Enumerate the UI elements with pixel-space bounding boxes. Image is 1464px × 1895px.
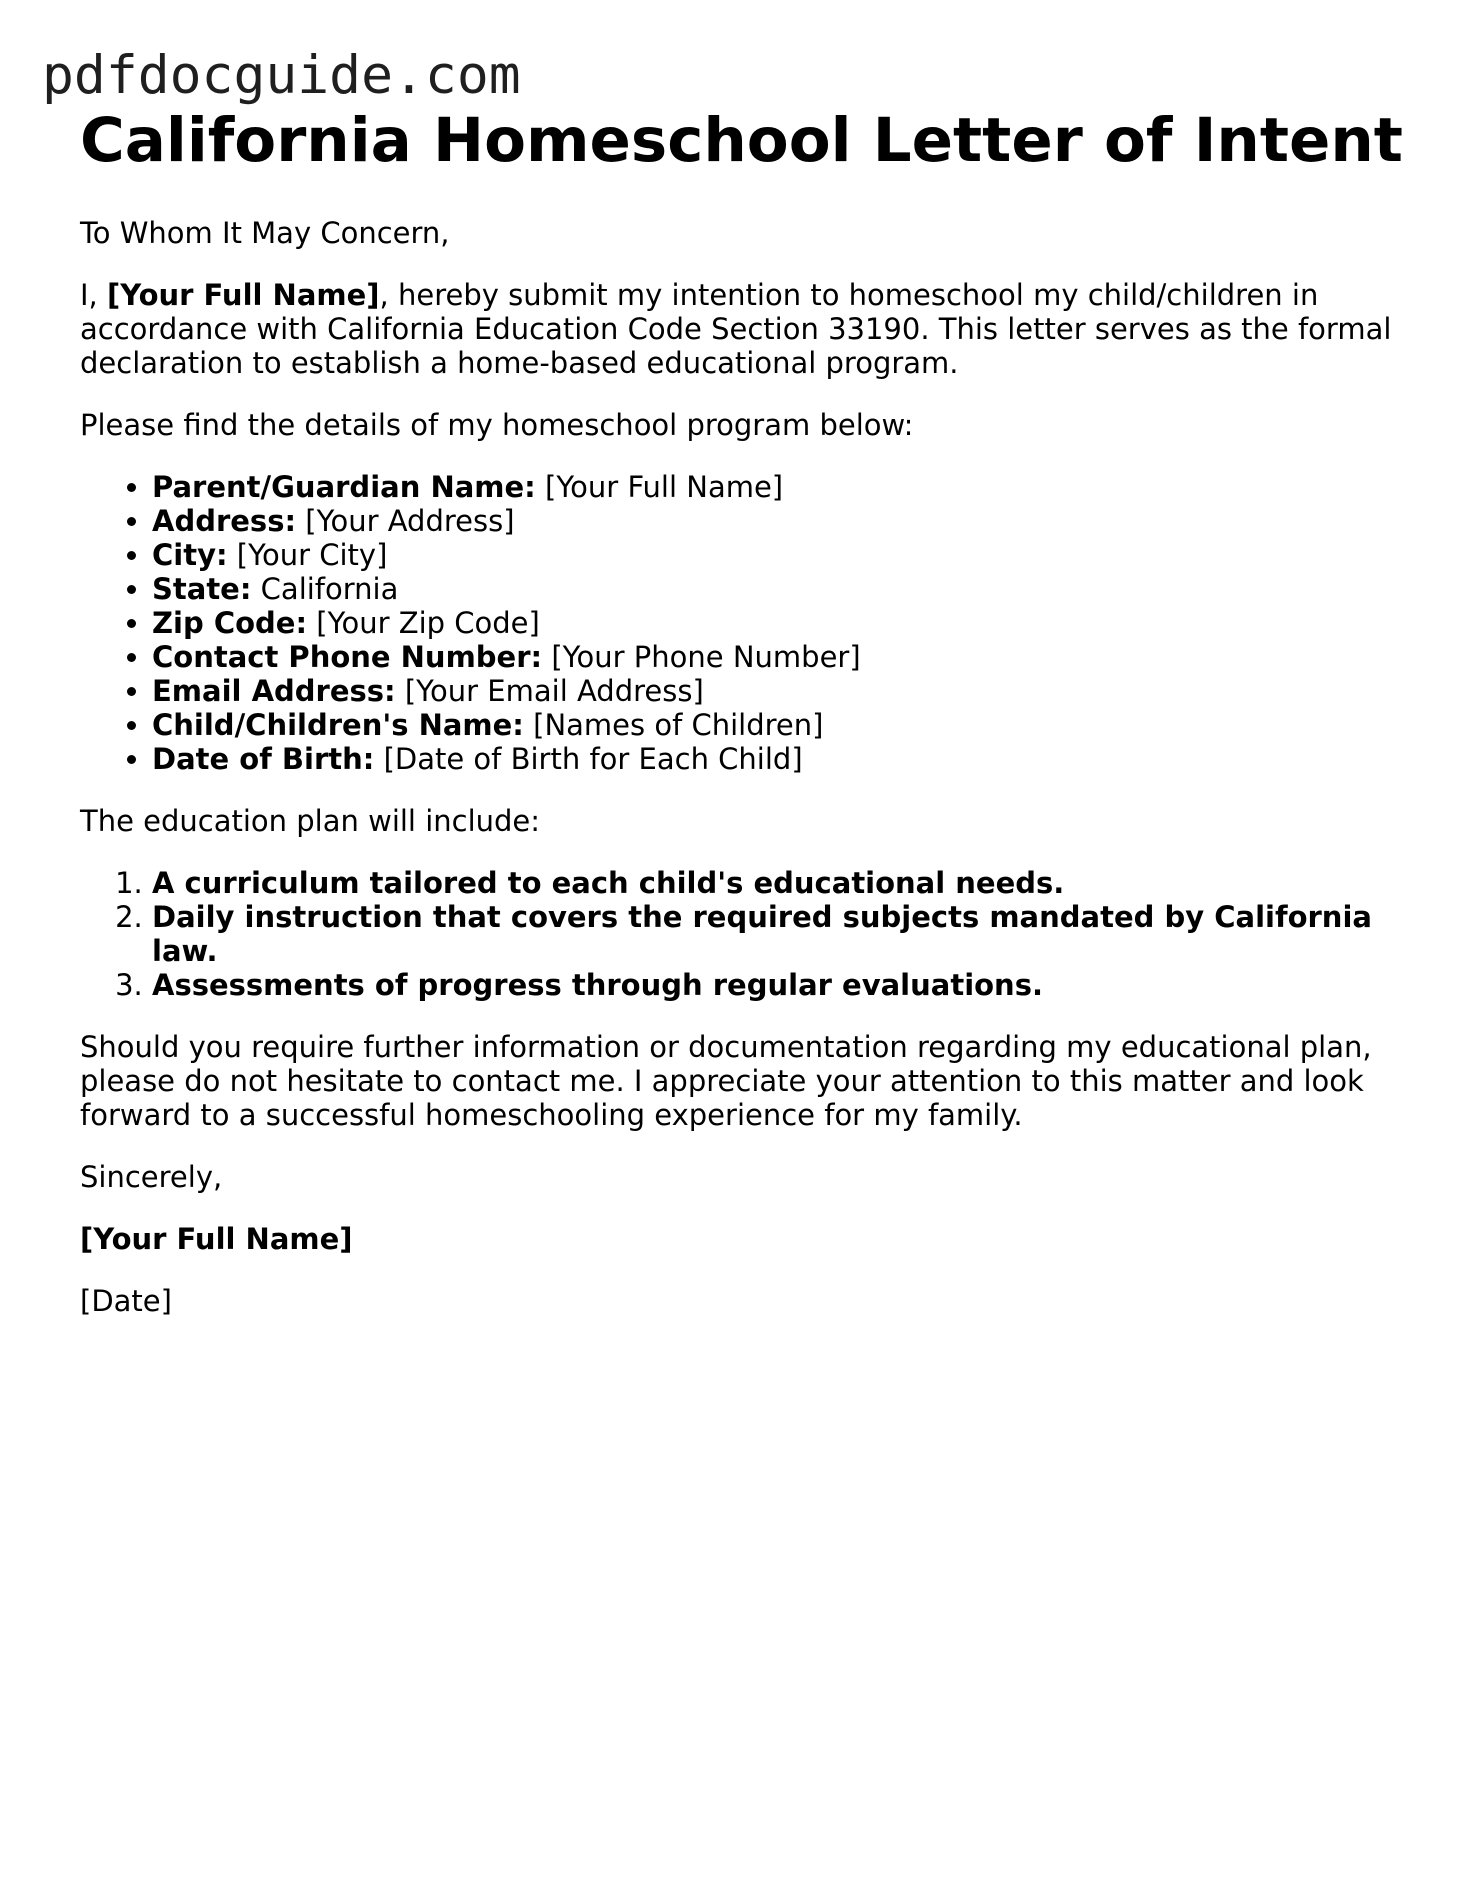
detail-item — [152, 572, 1410, 606]
detail-item — [152, 742, 1410, 776]
detail-value: [Date of Birth for Each Child] — [374, 742, 803, 776]
detail-label: Address: — [152, 504, 297, 538]
detail-item — [152, 606, 1410, 640]
intro-name: [Your Full Name] — [107, 278, 380, 312]
closing-paragraph: Should you require further information or documentation regarding my educational plan, please do not hesitate to contact me. I appreciate your attention to this matter and look forward to a successful homeschooling experience for my family. — [80, 1030, 1372, 1132]
detail-value: [Your Full Name] — [535, 470, 784, 504]
greeting: To Whom It May Concern, — [80, 216, 450, 250]
details-list — [80, 470, 1410, 776]
detail-value: [Your City] — [227, 538, 388, 572]
intro-paragraph — [80, 278, 1410, 380]
detail-value: [Your Address] — [296, 504, 515, 538]
plan-item — [152, 968, 1410, 1002]
detail-label: Date of Birth: — [152, 742, 375, 776]
signoff: Sincerely, — [80, 1160, 223, 1194]
plan-item-text: Daily instruction that covers the required subjects mandated by California law. — [152, 900, 1372, 968]
detail-item — [152, 708, 1410, 742]
detail-item — [152, 640, 1410, 674]
intro-prefix: I, — [80, 278, 107, 312]
detail-label: Email Address: — [152, 674, 396, 708]
plan-item-text: A curriculum tailored to each child's educational needs. — [152, 866, 1065, 900]
plan-item-text: Assessments of progress through regular evaluations. — [152, 968, 1043, 1002]
intro-rest: , hereby submit my intention to homeschool my child/children in accordance with California Education Code Section 33190. This letter serves as the formal declaration to establish a home-based educational program. — [80, 278, 1392, 380]
plan-item — [152, 900, 1410, 968]
detail-item — [152, 470, 1410, 504]
detail-label: Contact Phone Number: — [152, 640, 543, 674]
plan-list — [80, 866, 1410, 1002]
letter-body — [80, 102, 1410, 1318]
detail-item — [152, 538, 1410, 572]
details-intro: Please find the details of my homeschool program below: — [80, 408, 914, 442]
detail-value: California — [251, 572, 399, 606]
detail-item — [152, 504, 1410, 538]
detail-label: Parent/Guardian Name: — [152, 470, 536, 504]
detail-value: [Your Phone Number] — [542, 640, 861, 674]
detail-label: State: — [152, 572, 252, 606]
detail-label: City: — [152, 538, 228, 572]
detail-item — [152, 674, 1410, 708]
plan-item — [152, 866, 1410, 900]
date: [Date] — [80, 1284, 172, 1318]
page-title: California Homeschool Letter of Intent — [80, 105, 1403, 176]
plan-intro: The education plan will include: — [80, 804, 541, 838]
detail-value: [Your Zip Code] — [307, 606, 540, 640]
signature — [80, 1222, 1410, 1256]
detail-value: [Names of Children] — [523, 708, 824, 742]
detail-label: Child/Children's Name: — [152, 708, 524, 742]
detail-label: Zip Code: — [152, 606, 308, 640]
site-watermark: pdfdocguide.com — [42, 45, 521, 106]
detail-value: [Your Email Address] — [395, 674, 704, 708]
signature-name: [Your Full Name] — [80, 1222, 353, 1256]
